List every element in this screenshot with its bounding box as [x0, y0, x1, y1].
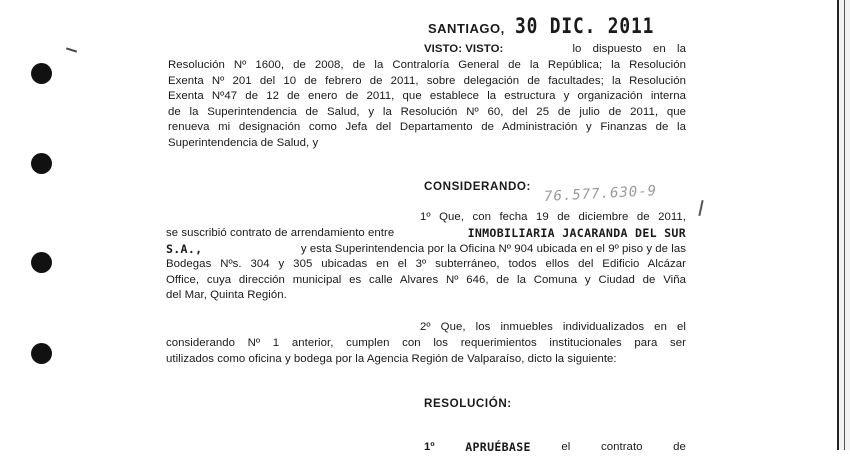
visto-line-5: renueva mi designación como Jefa del Departamento de Administración y Finanzas de la [168, 121, 686, 134]
considerando-1-line-4: Bodegas Nºs. 304 y 305 ubicadas en el 3º subterráneo, todos ellos del Edificio Alcázar [166, 258, 686, 271]
visto-line-0: lo dispuesto en la [572, 43, 686, 55]
visto-body [168, 58, 686, 152]
considerando-heading: CONSIDERANDO: [424, 180, 531, 193]
document-date [428, 14, 679, 38]
date-stamp: 30 DIC. 2011 [515, 14, 655, 38]
visto-line-1: Resolución Nº 1600, de 2008, de la Contraloría General de la República; la Resolución [168, 59, 686, 71]
considerando-1-body [166, 226, 686, 304]
considerando-2-line-3: utilizados como oficina y bodega por la Agencia Región de Valparaíso, dicto la siguiente: [166, 352, 617, 365]
resolucion-heading: RESOLUCIÓN: [424, 397, 512, 410]
considerando-1-line-5: Office, cuya dirección municipal es calle Alvares Nº 646, de la Comuna y Ciudad de Viña [166, 273, 686, 286]
page-edge-shadow [834, 0, 850, 450]
visto-first-line [424, 42, 686, 58]
considerando-2-first: 2º Que, los inmuebles individualizados en el [420, 321, 686, 333]
punch-hole-2 [31, 153, 52, 174]
considerando-1-line-3: S.A., y esta Superintendencia por la Oficina Nº 904 ubicada en el 9º piso y de las [166, 241, 686, 256]
scan-mark [66, 47, 77, 52]
considerando-1-line-6: del Mar, Quinta Región. [166, 289, 287, 302]
handwritten-rut: 76.577.630-9 [543, 183, 658, 205]
punch-hole-1 [31, 63, 52, 84]
visto-line-4: de la Superintendencia de Salud, y la Resolución Nº 60, del 25 de julio de 2011, que [168, 105, 686, 118]
punch-hole-4 [31, 343, 52, 364]
resolucion-item-1: 1º APRUÉBASE el contrato de [424, 440, 686, 454]
handwritten-mark [698, 200, 703, 216]
visto-label: VISTO: VISTO: [424, 43, 504, 55]
inmobiliaria-name: INMOBILIARIA JACARANDA DEL SUR [467, 226, 686, 240]
visto-line-3: Exenta Nº47 de 12 de enero de 2011, que establece la estructura y organización interna [168, 90, 686, 103]
punch-hole-3 [31, 252, 52, 273]
considerando-2-body [166, 336, 686, 367]
visto-line-6: Superintendencia de Salud, y [168, 136, 319, 149]
date-place: SANTIAGO, [428, 21, 505, 36]
considerando-1-line-2: se suscribió contrato de arrendamiento entre INMOBILIARIA JACARANDA DEL SUR [166, 226, 686, 240]
considerando-2-line-2: considerando Nº 1 anterior, cumplen con los requerimientos institucionales para ser [166, 337, 686, 349]
visto-line-2: Exenta Nº 201 del 10 de febrero de 2011, sobre delegación de facultades; la Resolución [168, 74, 686, 87]
considerando-1-first: 1º Que, con fecha 19 de diciembre de 2011, [420, 211, 686, 223]
